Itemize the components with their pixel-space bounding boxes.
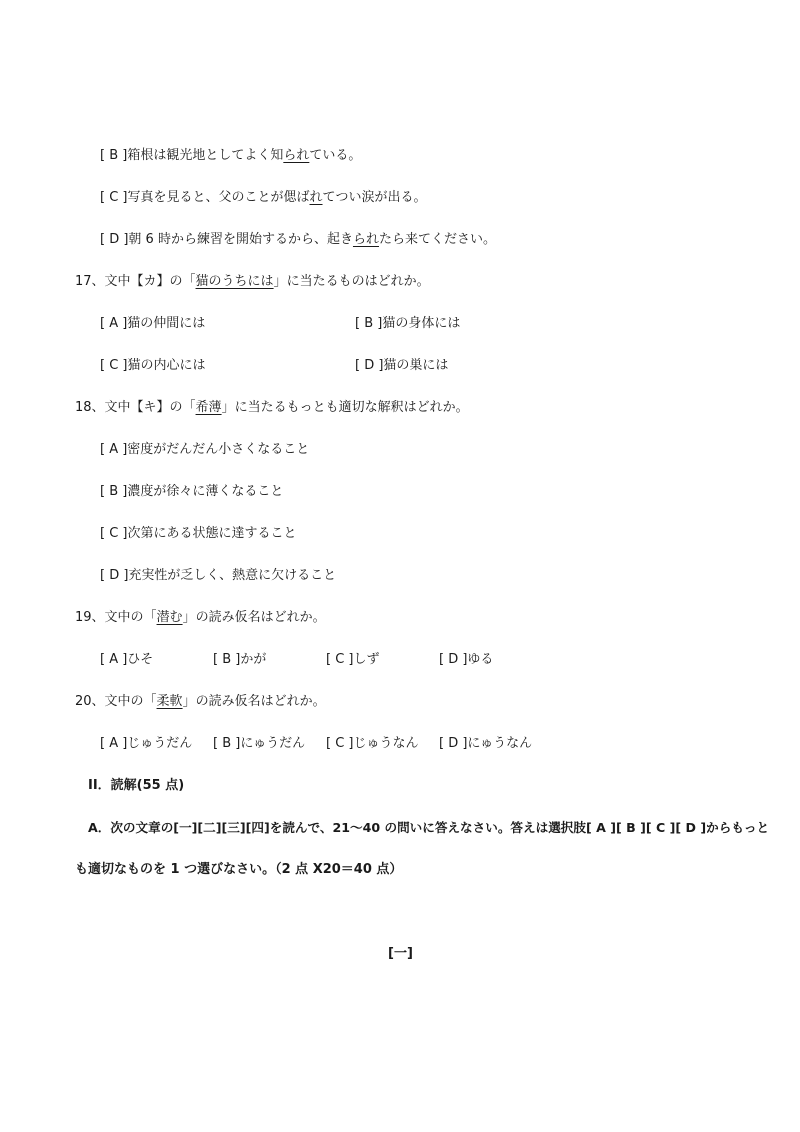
q18-option-b: [ B ]濃度が徐々に薄くなること <box>100 484 284 499</box>
q19-option-c: [ C ]しず <box>326 652 380 667</box>
q17-option-b: [ B ]猫の身体には <box>355 316 461 331</box>
q17-option-d: [ D ]猫の巣には <box>355 358 449 373</box>
q19-question-lead: 19、文中の「 <box>75 610 157 625</box>
q16-option-c-underlined: れ <box>309 190 323 205</box>
q20-option-a: [ A ]じゅうだん <box>100 736 193 751</box>
q18-option-a: [ A ]密度がだんだん小さくなること <box>100 442 310 457</box>
section-instruction-line1: A．次の文章の[一][二][三][四]を読んで、21～40 の問いに答えなさい。答えは選択肢[ A ][ B ][ C ][ D ]からもっと <box>88 820 770 835</box>
q19-question-tail: 」の読み仮名はどれか。 <box>182 610 326 625</box>
q18-option-d: [ D ]充実性が乏しく、熱意に欠けること <box>100 568 337 583</box>
q16-option-d <box>100 231 496 249</box>
q20-option-b: [ B ]にゅうだん <box>213 736 306 751</box>
q17-question <box>75 273 430 291</box>
q20-question <box>75 693 326 711</box>
q16-option-b <box>100 147 361 165</box>
q18-question-lead: 18、文中【キ】の「 <box>75 400 196 415</box>
q20-question-lead: 20、文中の「 <box>75 694 157 709</box>
passage-part-label: [一] <box>388 946 413 961</box>
q19-option-a: [ A ]ひそ <box>100 652 154 667</box>
q18-question-underlined: 希薄 <box>195 400 222 415</box>
q18-question <box>75 399 469 417</box>
q16-option-c-tail: てつい涙が出る。 <box>322 190 427 205</box>
section-instruction-line2: も適切なものを 1 つ選びなさい。（2 点 X20＝40 点） <box>75 862 403 877</box>
q16-option-c <box>100 189 427 207</box>
q16-option-b-underlined: られ <box>283 148 310 163</box>
q18-option-c: [ C ]次第にある状態に達すること <box>100 526 297 541</box>
q20-question-tail: 」の読み仮名はどれか。 <box>182 694 326 709</box>
q17-option-a: [ A ]猫の仲間には <box>100 316 206 331</box>
q19-option-d: [ D ]ゆる <box>439 652 494 667</box>
q16-option-c-text: [ C ]写真を見ると、父のことが偲ば <box>100 190 310 205</box>
q16-option-d-tail: たら来てください。 <box>378 232 496 247</box>
q16-option-b-tail: ている。 <box>309 148 362 163</box>
q16-option-d-text: [ D ]朝 6 時から練習を開始するから、起き <box>100 232 353 247</box>
q17-option-c: [ C ]猫の内心には <box>100 358 206 373</box>
q19-option-b: [ B ]かが <box>213 652 267 667</box>
section-heading: II．読解(55 点) <box>88 778 185 793</box>
q19-question-underlined: 潜む <box>156 610 183 625</box>
q17-question-underlined: 猫のうちには <box>195 274 274 289</box>
q17-question-lead: 17、文中【カ】の「 <box>75 274 196 289</box>
q20-option-c: [ C ]じゅうなん <box>326 736 419 751</box>
q20-option-d: [ D ]にゅうなん <box>439 736 533 751</box>
q19-question <box>75 609 326 627</box>
q16-option-b-text: [ B ]箱根は観光地としてよく知 <box>100 148 284 163</box>
q18-question-tail: 」に当たるもっとも適切な解釈はどれか。 <box>221 400 469 415</box>
q17-question-tail: 」に当たるものはどれか。 <box>273 274 430 289</box>
q16-option-d-underlined: られ <box>352 232 379 247</box>
q20-question-underlined: 柔軟 <box>156 694 183 709</box>
